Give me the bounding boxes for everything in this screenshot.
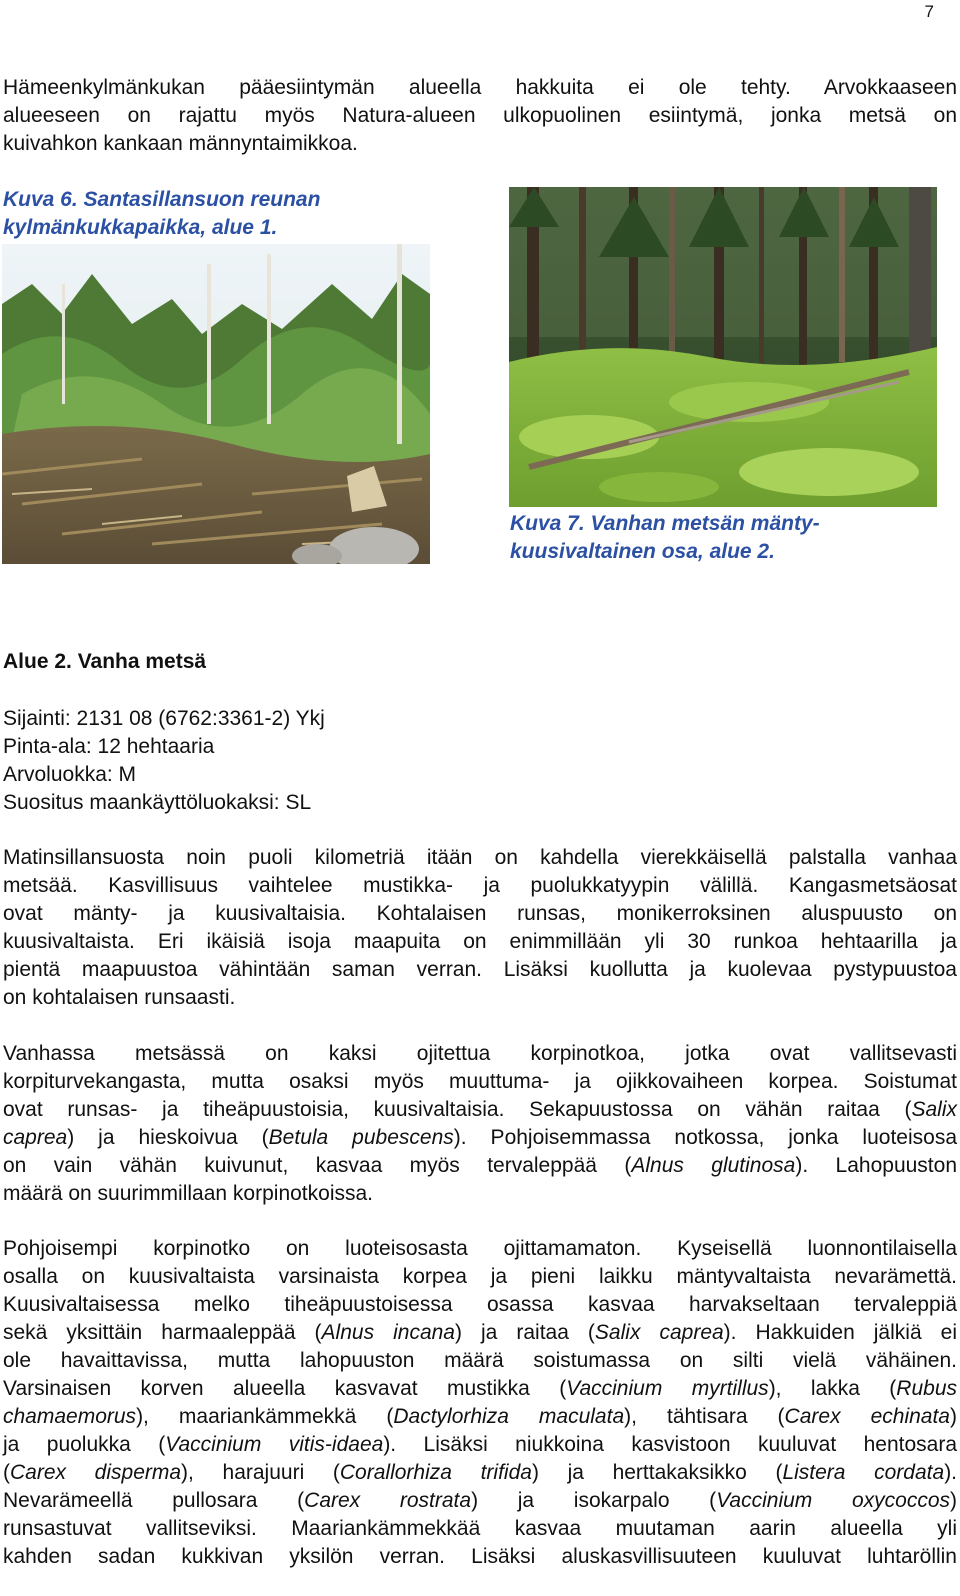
forest-illustration (509, 187, 937, 507)
text-line: runsastuvat vallitseviksi. Maariankämmekkää kasvaa muutaman aarin alueella yli (3, 1517, 957, 1540)
photo-clearing (2, 244, 430, 564)
paragraph-1 (3, 844, 957, 1012)
text-line: Matinsillansuosta noin puoli kilometriä itään on kahdella vierekkäisellä palstalla vanhaa (3, 846, 957, 869)
paragraph-2 (3, 1040, 957, 1208)
paragraph-3 (3, 1235, 957, 1571)
text-line: Vanhassa metsässä on kaksi ojitettua korpinotkoa, jotka ovat vallitsevasti (3, 1042, 957, 1065)
text-line: alueeseen on rajattu myös Natura-alueen ulkopuolinen esiintymä, jonka metsä on (3, 104, 957, 127)
text-line: ja puolukka (Vaccinium vitis-idaea). Lisäksi niukkoina kasvistoon kuuluvat hentosara (3, 1433, 957, 1456)
value-class-line: Arvoluokka: M (3, 763, 137, 786)
text-line: ovat runsas- ja tiheäpuustoisia, kuusivaltaisia. Sekapuustossa on vähän raitaa (Salix (3, 1098, 957, 1121)
caption-line: Kuva 7. Vanhan metsän mänty- (510, 512, 820, 535)
text-line: kahden sadan kukkivan yksilön verran. Lisäksi aluskasvillisuuteen kuuluvat luhtaröllin (3, 1545, 957, 1568)
location-line: Sijainti: 2131 08 (6762:3361-2) Ykj (3, 707, 325, 730)
text-line: (Carex disperma), harajuuri (Corallorhiza trifida) ja herttakaksikko (Listera cordata). (3, 1461, 958, 1484)
text-line: kuivahkon kankaan männyntaimikkoa. (3, 132, 358, 155)
caption-line: kuusivaltainen osa, alue 2. (510, 540, 775, 563)
figure-6-caption (3, 186, 320, 242)
intro-paragraph (3, 74, 957, 158)
text-line: Hämeenkylmänkukan pääesiintymän alueella hakkuita ei ole tehty. Arvokkaaseen (3, 76, 957, 99)
text-line: korpiturvekangasta, mutta osaksi myös muuttuma- ja ojikkovaiheen korpea. Soistumat (3, 1070, 957, 1093)
area-line: Pinta-ala: 12 hehtaaria (3, 735, 215, 758)
text-line: ovat mänty- ja kuusivaltaisia. Kohtalaisen runsas, monikerroksinen aluspuusto on (3, 902, 957, 925)
text-line: määrä on suurimmillaan korpinotkoissa. (3, 1182, 373, 1205)
text-line: Pohjoisempi korpinotko on luoteisosasta ojittamamaton. Kyseisellä luonnontilaisella (3, 1237, 957, 1260)
caption-line: kylmänkukkapaikka, alue 1. (3, 216, 278, 239)
text-line: kuusivaltaista. Eri ikäisiä isoja maapuita on enimmillään yli 30 runkoa hehtaarilla ja (3, 930, 957, 953)
text-line: sekä yksittäin harmaaleppää (Alnus incana) ja raitaa (Salix caprea). Hakkuiden jälkiä ei (3, 1321, 957, 1344)
page-number: 7 (924, 2, 934, 21)
section-heading: Alue 2. Vanha metsä (3, 650, 207, 673)
text-line: on kohtalaisen runsaasti. (3, 986, 236, 1009)
clearing-illustration (2, 244, 430, 564)
photo-old-forest (509, 187, 937, 507)
figure-7-caption (510, 510, 820, 566)
text-line: Nevarämeellä pullosara (Carex rostrata) ja isokarpalo (Vaccinium oxycoccos) (3, 1489, 958, 1512)
text-line: on vain vähän kuivunut, kasvaa myös tervaleppää (Alnus glutinosa). Lahopuuston (3, 1154, 957, 1177)
text-line: metsää. Kasvillisuus vaihtelee mustikka- ja puolukkatyypin välillä. Kangasmetsäosat (3, 874, 957, 897)
text-line: Kuusivaltaisessa melko tiheäpuustoisessa osassa kasvaa harvakseltaan tervaleppiä (3, 1293, 957, 1316)
text-line: caprea) ja hieskoivua (Betula pubescens). Pohjoisemmassa notkossa, jonka luoteisosa (3, 1126, 957, 1149)
text-line: osalla on kuusivaltaista varsinaista korpea ja pieni laikku mäntyvaltaista nevarämettä. (3, 1265, 957, 1288)
text-line: Varsinaisen korven alueella kasvavat mustikka (Vaccinium myrtillus), lakka (Rubus (3, 1377, 957, 1400)
text-line: pientä maapuustoa vähintään saman verran. Lisäksi kuollutta ja kuolevaa pystypuustoa (3, 958, 957, 981)
caption-line: Kuva 6. Santasillansuon reunan (3, 188, 321, 211)
text-line: chamaemorus), maariankämmekkä (Dactylorhiza maculata), tähtisara (Carex echinata) (3, 1405, 957, 1428)
recommendation-line: Suositus maankäyttöluokaksi: SL (3, 791, 312, 814)
text-line: ole havaittavissa, mutta lahopuuston määrä soistumassa on silti vielä vähäinen. (3, 1349, 957, 1372)
